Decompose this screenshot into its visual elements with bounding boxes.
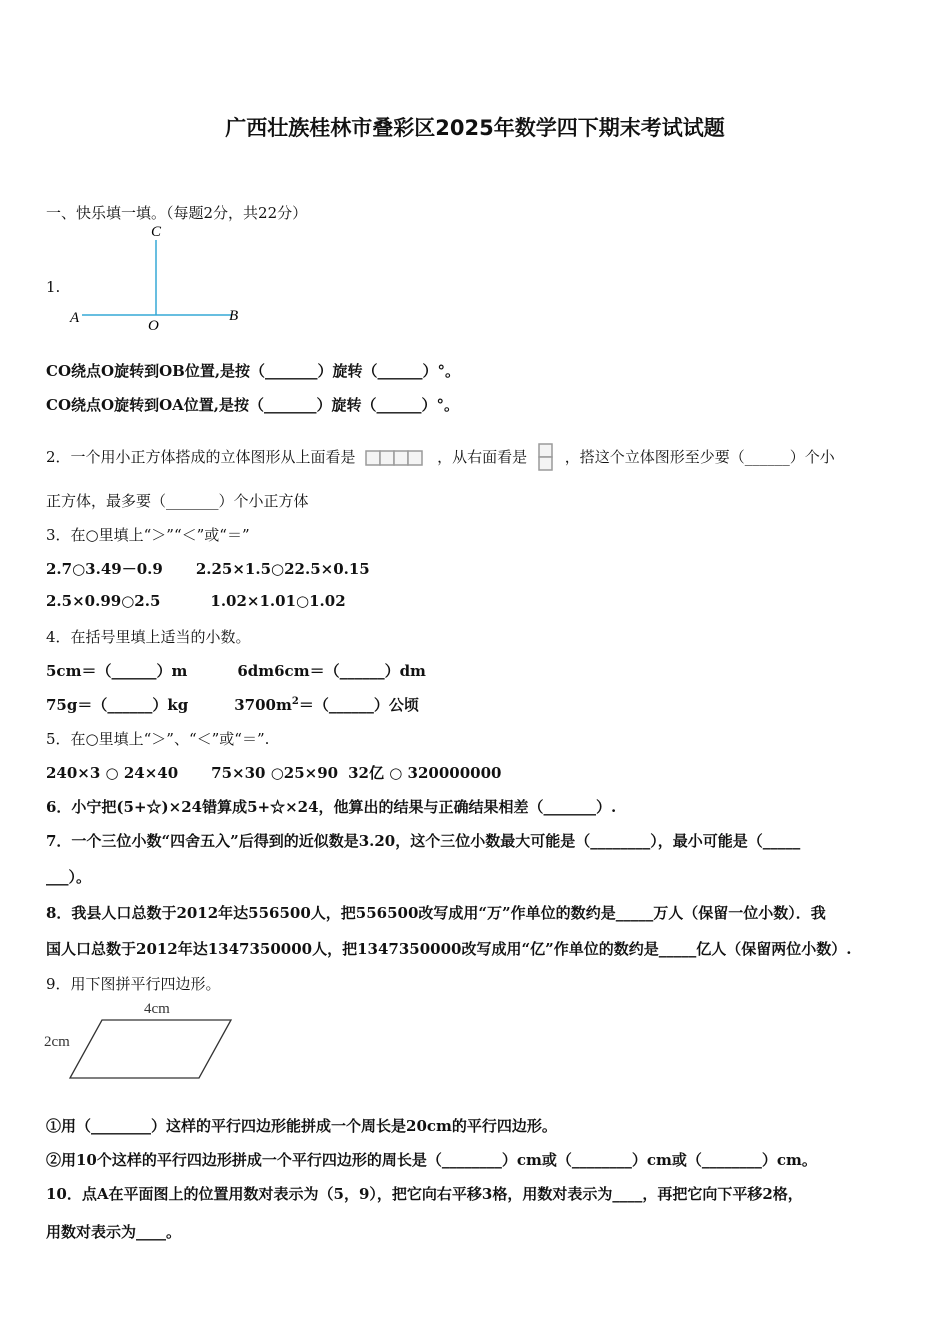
q7-line2: ___）。: [46, 868, 92, 886]
label-a: A: [70, 310, 80, 326]
q5-row: [46, 762, 501, 783]
q2-line1: [46, 441, 835, 475]
q3-row1: [46, 558, 370, 579]
q4-b: 6dm6cm＝（______）dm: [237, 662, 426, 680]
q10-line1: 10．点A在平面图上的位置用数对表示为（5，9），把它向右平移3格，用数对表示为____，再把它向下平移2格，: [46, 1185, 803, 1203]
q4-a: 5cm＝（______）m: [46, 662, 188, 680]
q1-number: 1.: [46, 278, 61, 296]
q9-sub2: ②用10个这样的平行四边形拼成一个平行四边形的周长是（________）cm或（________）cm或（________）cm。: [46, 1151, 817, 1169]
q2-part2: ，从右面看是: [437, 448, 528, 466]
slant-side-label: 2cm: [44, 1034, 70, 1050]
q4-row1: [46, 660, 426, 681]
q7-line1: 7．一个三位小数“四舍五入”后得到的近似数是3.20，这个三位小数最大可能是（________），最小可能是（_____: [46, 832, 801, 850]
label-o: O: [148, 318, 159, 334]
q8-line1: 8．我县人口总数于2012年达556500人，把556500改写成用“万”作单位的数约是_____万人（保留一位小数）．我: [46, 904, 826, 922]
q4-row2: [46, 694, 419, 715]
label-b: B: [229, 308, 239, 324]
q2-line2: 正方体，最多要（_______）个小正方体: [46, 492, 309, 510]
q8-line2: 国人口总数于2012年达1347350000人，把1347350000改写成用“亿”作单位的数约是_____亿人（保留两位小数）.: [46, 940, 852, 958]
q3-c: 2.5×0.99○2.5: [46, 592, 161, 610]
q9-stem: 9．用下图拼平行四边形。: [46, 975, 221, 993]
q3-row2: [46, 592, 346, 610]
parallelogram-diagram: [40, 996, 250, 1086]
label-c: C: [151, 224, 162, 240]
section-heading: 一、快乐填一填。（每题2分，共22分）: [46, 204, 308, 222]
q5-stem: 5．在○里填上“＞”、“＜”或“＝”.: [46, 730, 270, 748]
q3-d: 1.02×1.01○1.02: [210, 592, 346, 610]
q4-c: 75g＝（______）kg: [46, 696, 189, 714]
q3-stem: 3．在○里填上“＞”“＜”或“＝”: [46, 526, 250, 544]
q6: 6．小宁把(5+☆)×24错算成5+☆×24，他算出的结果与正确结果相差（_______）.: [46, 798, 617, 816]
q5-a: 240×3 ○ 24×40: [46, 764, 179, 782]
q5-c: 32亿 ○ 320000000: [348, 764, 502, 782]
q4-stem: 4．在括号里填上适当的小数。: [46, 628, 251, 646]
q1-line2: CO绕点O旋转到OA位置,是按（_______）旋转（______）°。: [46, 396, 459, 414]
top-side-label: 4cm: [144, 1001, 170, 1017]
q10-line2: 用数对表示为____。: [46, 1223, 182, 1241]
q5-b: 75×30 ○25×90: [211, 764, 339, 782]
angle-diagram: [62, 220, 252, 335]
right-view-figure: [534, 441, 558, 475]
page-title: 广西壮族桂林市叠彩区2025年数学四下期末考试试题: [225, 116, 725, 140]
q3-b: 2.25×1.5○22.5×0.15: [195, 560, 370, 578]
q1-line1: CO绕点O旋转到OB位置,是按（_______）旋转（______）°。: [46, 362, 461, 380]
q3-a: 2.7○3.49－0.9: [46, 560, 163, 578]
q4-d: $3700m^2=(\_\_\_\_\_\_)$公顷: [234, 696, 419, 714]
q9-sub1: ①用（________）这样的平行四边形能拼成一个周长是20cm的平行四边形。: [46, 1117, 557, 1135]
q2-part3: ，搭这个立体图形至少要（______）个小: [564, 448, 835, 466]
top-view-figure: [364, 447, 428, 469]
q2-part1: 2．一个用小正方体搭成的立体图形从上面看是: [46, 448, 356, 466]
